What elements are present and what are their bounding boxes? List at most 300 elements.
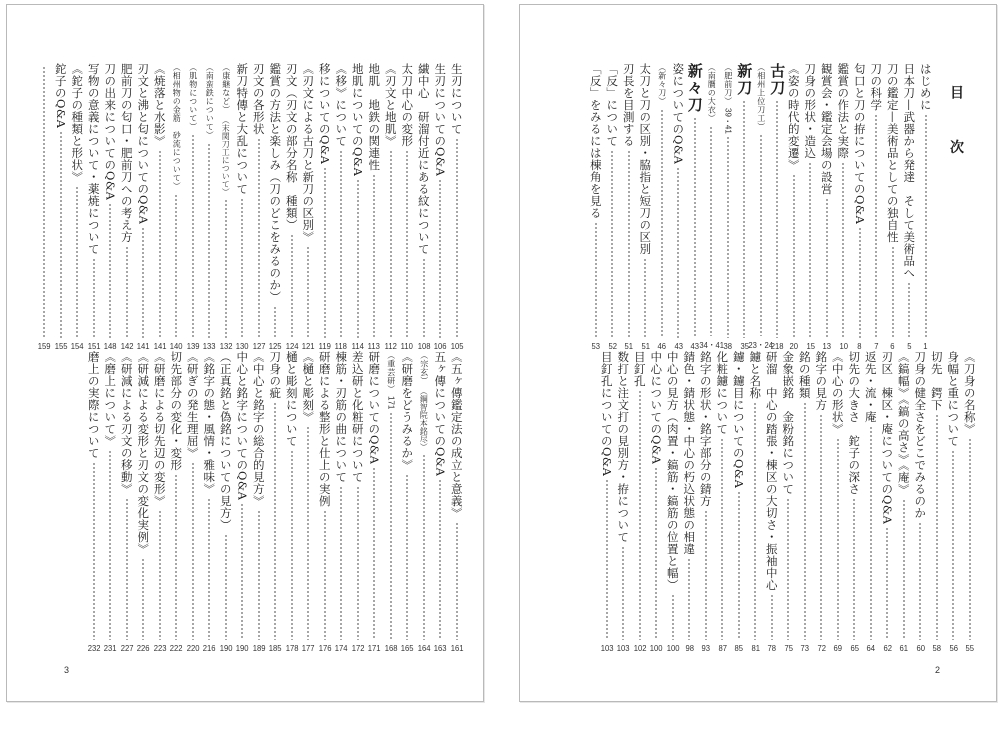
leader-dots xyxy=(886,527,888,640)
toc-entry-title: 差込研と化粧研について xyxy=(350,351,365,483)
toc-entry-page: 52 xyxy=(607,341,617,351)
toc-entry-title: 日本刀—武器から発達 そして美術品へ xyxy=(902,63,917,279)
toc-entry-page: 165 xyxy=(400,643,414,653)
toc-entry[interactable] xyxy=(819,63,836,351)
toc-entry-page: 72 xyxy=(816,643,826,653)
toc-entry[interactable] xyxy=(416,351,433,653)
toc-entry-page: 220 xyxy=(186,643,200,653)
toc-entry[interactable] xyxy=(86,63,103,351)
toc-entry-page: 159 xyxy=(37,341,51,351)
toc-entry-title: 刃文と沸と匂についてのQ&A xyxy=(136,63,151,225)
leader-dots xyxy=(192,134,194,338)
toc-entry-title: 切先 鍔下 xyxy=(929,351,944,411)
toc-entry-page: 218 xyxy=(770,341,784,351)
toc-entry[interactable] xyxy=(665,351,682,653)
leader-dots xyxy=(903,499,905,641)
toc-entry-title: 姿についてのQ&A xyxy=(671,63,686,165)
toc-entry[interactable] xyxy=(769,63,786,351)
toc-entry[interactable] xyxy=(152,351,169,653)
leader-dots xyxy=(307,426,309,640)
leader-dots xyxy=(771,594,773,640)
toc-entry[interactable] xyxy=(863,351,880,653)
toc-entry[interactable] xyxy=(698,63,724,351)
toc-entry[interactable] xyxy=(251,63,268,351)
toc-entry-title: 《磨上について》 xyxy=(103,351,118,447)
toc-entry[interactable] xyxy=(736,63,753,351)
toc-entry-title: 刀の科学 xyxy=(869,63,884,111)
leader-dots xyxy=(439,479,441,640)
toc-entry-page: 85 xyxy=(734,643,744,653)
toc-entry-title: 刀身の疵 xyxy=(268,351,283,399)
toc-entry-page: 103 xyxy=(600,643,614,653)
toc-entry-page: 127 xyxy=(252,341,266,351)
toc-entry-page: 141 xyxy=(153,341,167,351)
toc-entry[interactable] xyxy=(599,351,616,653)
toc-entry[interactable] xyxy=(797,351,814,653)
toc-entry[interactable] xyxy=(830,351,847,653)
page-number: 2 xyxy=(935,665,941,675)
leader-dots xyxy=(324,510,326,640)
toc-entry-page: 108 xyxy=(417,341,431,351)
toc-entry-title: 化粧鑢について xyxy=(715,351,730,435)
toc-entry-page: 43 xyxy=(690,341,700,351)
toc-entry-page: 132 xyxy=(219,341,233,351)
leader-dots xyxy=(969,438,971,640)
toc-entry-page: 98 xyxy=(684,643,694,653)
toc-entry-page: 226 xyxy=(136,643,150,653)
toc-entry-page: 51 xyxy=(624,341,634,351)
leader-dots xyxy=(639,390,641,640)
toc-entry[interactable] xyxy=(234,63,251,351)
leader-dots xyxy=(820,414,822,640)
toc-entry[interactable] xyxy=(333,63,350,351)
toc-entry[interactable] xyxy=(714,351,731,653)
leader-dots xyxy=(76,186,78,338)
leader-dots xyxy=(390,150,392,338)
leader-dots xyxy=(340,486,342,640)
toc-entry-page: 172 xyxy=(351,643,365,653)
toc-entry[interactable] xyxy=(432,63,449,351)
toc-entry-title: 《鉈子の種類と形状》 xyxy=(70,63,85,183)
toc-entry[interactable] xyxy=(284,63,301,351)
leader-dots xyxy=(159,510,161,640)
toc-entry[interactable] xyxy=(945,351,962,653)
toc-entry[interactable] xyxy=(218,351,235,653)
toc-entry[interactable] xyxy=(185,351,202,653)
leader-dots xyxy=(892,246,894,338)
toc-entry[interactable] xyxy=(267,63,284,351)
toc-entry-page: 5 xyxy=(907,341,912,351)
leader-dots xyxy=(456,138,458,338)
toc-entry-page: 23・24 xyxy=(748,340,774,350)
toc-entry-page: 133 xyxy=(202,341,216,351)
toc-entry-title: 金象嵌銘 金粉銘について xyxy=(781,351,796,495)
toc-entry-title: 《研減による刃文の移動》 xyxy=(119,351,134,495)
leader-dots xyxy=(787,498,789,640)
leader-dots xyxy=(875,114,877,338)
toc-entry[interactable] xyxy=(69,63,86,351)
toc-entry[interactable] xyxy=(53,63,70,351)
toc-entry-page: 140 xyxy=(169,341,183,351)
toc-entry[interactable] xyxy=(201,63,218,351)
toc-entry-title: （重芸研） xyxy=(386,351,396,394)
leader-dots xyxy=(241,503,243,640)
toc-entry-page: 87 xyxy=(717,643,727,653)
toc-entry-title: 錆色・錆状態・中心の朽込状態の相違 xyxy=(682,351,697,555)
toc-entry[interactable] xyxy=(383,351,400,653)
toc-entry[interactable] xyxy=(962,351,979,653)
toc-entry[interactable] xyxy=(449,63,466,351)
toc-entry-title: 銘字の形状・銘字部分の錆方 xyxy=(698,351,713,507)
toc-entry[interactable] xyxy=(135,63,152,351)
toc-entry-title: 肥前刀の匂口・肥前刀への考え方 xyxy=(119,63,134,243)
leader-dots xyxy=(159,150,161,338)
toc-entry-page: 10 xyxy=(838,341,848,351)
toc-entry-title: 五ヶ傳についてのQ&A xyxy=(433,351,448,477)
leader-dots xyxy=(142,227,144,338)
toc-entry[interactable] xyxy=(912,351,929,653)
toc-entry[interactable] xyxy=(654,63,671,351)
toc-entry-page: 81 xyxy=(750,643,760,653)
toc-entry[interactable] xyxy=(687,63,704,351)
leader-dots xyxy=(936,414,938,640)
leader-dots xyxy=(661,109,663,339)
toc-entry[interactable] xyxy=(604,63,621,351)
leader-dots xyxy=(738,491,740,640)
toc-entry[interactable] xyxy=(896,351,913,653)
toc-entry-title: 銘の種類 xyxy=(797,351,812,399)
leader-dots xyxy=(192,462,194,640)
toc-entry[interactable] xyxy=(119,351,136,653)
toc-entry-title: 刃文（刃文の部分名称 種類） xyxy=(284,63,299,231)
toc-entry[interactable] xyxy=(780,351,797,653)
toc-entry[interactable] xyxy=(648,351,665,653)
toc-entry-page: 100 xyxy=(666,643,680,653)
toc-entry[interactable] xyxy=(152,63,169,351)
toc-entry[interactable] xyxy=(168,63,185,351)
toc-entry-title: 棟筋・刃筋の曲について xyxy=(334,351,349,483)
toc-entry-title: 生刃についてのQ&A xyxy=(433,63,448,177)
toc-entry-title: 《研磨による切先辺の変形》 xyxy=(152,351,167,507)
toc-entry-title: 刀身の健全さをどこでみるのか xyxy=(913,351,928,519)
leader-dots xyxy=(373,174,375,338)
toc-entry-page: 64 xyxy=(866,643,876,653)
toc-entry[interactable] xyxy=(588,63,605,351)
toc-entry[interactable] xyxy=(251,351,268,653)
leader-dots xyxy=(925,114,927,338)
toc-entry-title: 切先の大きさ 鉈子の深さ xyxy=(847,351,862,495)
toc-entry[interactable] xyxy=(681,351,698,653)
leader-dots xyxy=(357,486,359,640)
toc-entry[interactable] xyxy=(748,63,774,351)
toc-entry[interactable] xyxy=(731,351,748,653)
toc-entry[interactable] xyxy=(879,351,896,653)
toc-entry-title: 切先部分の変化・変形 xyxy=(169,351,184,471)
toc-entry-page: 190 xyxy=(219,643,233,653)
toc-entry-title: 鑢と名称 xyxy=(748,351,763,399)
toc-entry[interactable] xyxy=(416,63,433,351)
toc-entry-page: 130 xyxy=(235,341,249,351)
leader-dots xyxy=(655,467,657,640)
toc-entry-page: 73 xyxy=(800,643,810,653)
leader-dots xyxy=(870,426,872,640)
toc-entry-title: 研磨による整形と仕上の実例 xyxy=(317,351,332,507)
leader-dots xyxy=(853,498,855,640)
leader-dots xyxy=(622,546,624,640)
toc-entry[interactable] xyxy=(764,351,781,653)
toc-entry-title: 《移》について xyxy=(334,63,349,147)
toc-entry[interactable] xyxy=(786,63,803,351)
toc-entry-page: 61 xyxy=(899,643,909,653)
toc-entry-page: 142 xyxy=(120,341,134,351)
toc-entry[interactable] xyxy=(284,351,301,653)
toc-entry-page: 75 xyxy=(783,643,793,653)
page-number: 3 xyxy=(64,665,70,675)
toc-entry-subref: （鋼智院本銘尽） xyxy=(419,387,429,451)
toc-entry-page: 185 xyxy=(268,643,282,653)
leader-dots xyxy=(60,131,62,338)
toc-entry[interactable] xyxy=(813,351,830,653)
toc-entry-page: 176 xyxy=(318,643,332,653)
toc-entry-page: 56 xyxy=(948,643,958,653)
toc-entry[interactable] xyxy=(698,351,715,653)
leader-dots xyxy=(776,100,778,338)
leader-dots xyxy=(126,246,128,338)
toc-entry-title: 《焼落と水影》 xyxy=(152,63,167,147)
toc-entry-title: （肥前刀） xyxy=(723,63,733,106)
leader-dots xyxy=(93,258,95,338)
toc-entry-title: 刃長を目測する xyxy=(621,63,636,147)
toc-entry[interactable] xyxy=(185,63,202,351)
leader-dots xyxy=(694,117,696,338)
leader-dots xyxy=(175,194,177,339)
toc-entry-page: 189 xyxy=(252,643,266,653)
leader-dots xyxy=(357,179,359,338)
toc-entry-page: 6 xyxy=(890,341,895,351)
leader-dots xyxy=(804,402,806,640)
toc-entry[interactable] xyxy=(449,351,466,653)
toc-entry-page: 15 xyxy=(805,341,815,351)
toc-entry[interactable] xyxy=(168,351,185,653)
toc-entry-page: 62 xyxy=(882,643,892,653)
toc-entry[interactable] xyxy=(720,63,737,351)
toc-entry-title: 身幅と重について xyxy=(946,351,961,447)
toc-entry[interactable] xyxy=(86,351,103,653)
leader-dots xyxy=(672,594,674,640)
leader-dots xyxy=(43,66,45,338)
toc-entry-title: 新刀 xyxy=(735,63,754,97)
toc-entry[interactable] xyxy=(399,351,416,653)
toc-entry-subref: 39・41 xyxy=(723,107,733,134)
toc-heading-col xyxy=(934,63,978,351)
toc-entry[interactable] xyxy=(317,63,334,351)
toc-entry-page: 110 xyxy=(401,341,414,351)
toc-entry[interactable] xyxy=(267,351,284,653)
toc-entry-title: はじめに xyxy=(918,63,933,111)
toc-entry-page: 113 xyxy=(368,341,381,351)
toc-entry[interactable] xyxy=(918,63,935,351)
toc-entry-page: 60 xyxy=(915,643,925,653)
leader-dots xyxy=(611,150,613,338)
toc-entry-page: 55 xyxy=(965,643,975,653)
leader-dots xyxy=(390,412,392,640)
leader-dots xyxy=(688,558,690,640)
toc-entry[interactable] xyxy=(350,351,367,653)
toc-entry[interactable] xyxy=(901,63,918,351)
leader-dots xyxy=(340,150,342,338)
toc-entry-page: 69 xyxy=(833,643,843,653)
leader-dots xyxy=(423,258,425,338)
toc-entry-title: 太刀中心の変形 xyxy=(400,63,415,147)
toc-entry[interactable] xyxy=(637,63,654,351)
toc-entry-page: 35 xyxy=(739,341,749,351)
leader-dots xyxy=(241,198,243,338)
toc-entry-page: 178 xyxy=(285,643,299,653)
toc-entry[interactable] xyxy=(747,351,764,653)
toc-entry-page: 38 xyxy=(723,341,733,351)
toc-entry[interactable] xyxy=(632,351,649,653)
toc-entry-title: 樋と彫刻について xyxy=(284,351,299,447)
toc-entry-title: 繊中心 研溜付近にある紋について xyxy=(416,63,431,255)
toc-entry-page: 223 xyxy=(153,643,167,653)
toc-entry-title: 《五ヶ傳鑑定法の成立と意義》 xyxy=(449,351,464,519)
toc-entry[interactable] xyxy=(234,351,251,653)
toc-entry-page: 174 xyxy=(334,643,348,653)
toc-entry[interactable] xyxy=(621,63,638,351)
toc-entry-page: 232 xyxy=(87,643,101,653)
toc-entry-title: 刀身の形状・造込 xyxy=(803,63,818,159)
toc-entry-title: 《刀身の名称》 xyxy=(962,351,977,435)
toc-entry[interactable] xyxy=(36,63,53,351)
toc-entry-page: 125 xyxy=(268,341,282,351)
toc-entry-page: 114 xyxy=(351,341,364,351)
toc-entry[interactable] xyxy=(383,63,400,351)
leader-dots xyxy=(595,222,597,338)
leader-dots xyxy=(439,179,441,338)
toc-entry-page: 161 xyxy=(450,643,464,653)
toc-entry-page: 7 xyxy=(874,341,879,351)
toc-entry[interactable] xyxy=(119,63,136,351)
toc-entry-page: 124 xyxy=(285,341,299,351)
leader-dots xyxy=(677,167,679,338)
toc-entry[interactable] xyxy=(802,63,819,351)
toc-entry[interactable] xyxy=(432,351,449,653)
toc-entry-title: （康継など） xyxy=(221,63,231,114)
toc-entry-page: 231 xyxy=(103,643,117,653)
toc-entry[interactable] xyxy=(868,63,885,351)
toc-entry-page: 163 xyxy=(433,643,447,653)
toc-entry-page: 58 xyxy=(932,643,942,653)
leader-dots xyxy=(208,498,210,640)
toc-entry[interactable] xyxy=(317,351,334,653)
toc-entry-title: 《樋と彫刻》 xyxy=(301,351,316,423)
toc-entry-page: 93 xyxy=(701,643,711,653)
toc-entry-page: 53 xyxy=(591,341,601,351)
toc-entry[interactable] xyxy=(670,63,687,351)
toc-entry-title: 鑢・鑢目についてのQ&A xyxy=(731,351,746,489)
toc-entry[interactable] xyxy=(102,351,119,653)
toc-entry-title: 《鎬幅》《鎬の高さ》《庵》 xyxy=(896,351,911,496)
toc-top-band-right xyxy=(562,63,978,351)
leader-dots xyxy=(258,510,260,640)
toc-entry[interactable] xyxy=(852,63,869,351)
toc-entry[interactable] xyxy=(201,351,218,653)
toc-entry-page: 106 xyxy=(433,341,447,351)
toc-bottom-band-right xyxy=(562,351,978,653)
toc-entry-title: 新々刀 xyxy=(685,63,704,114)
leader-dots xyxy=(373,467,375,640)
toc-entry-subref: 171 xyxy=(386,395,396,409)
toc-entry-title: 移についてのQ&A xyxy=(317,63,332,165)
toc-entry[interactable] xyxy=(350,63,367,351)
toc-entry[interactable] xyxy=(929,351,946,653)
page-left xyxy=(6,4,484,702)
toc-entry-page: 103 xyxy=(616,643,630,653)
toc-entry-title: 目釘孔についてのQ&A xyxy=(599,351,614,477)
leader-dots xyxy=(826,198,828,338)
toc-entry-page: 51 xyxy=(640,341,650,351)
toc-entry[interactable] xyxy=(135,351,152,653)
toc-entry[interactable] xyxy=(300,63,317,351)
toc-entry-title: 生刃について xyxy=(449,63,464,135)
toc-entry-page: 102 xyxy=(633,643,647,653)
toc-entry-page: 65 xyxy=(849,643,859,653)
leader-dots xyxy=(142,558,144,640)
leader-dots xyxy=(225,534,227,640)
toc-entry-page: 119 xyxy=(318,341,331,351)
toc-entry-title: （正真銘と偽銘についての見方） xyxy=(218,351,233,531)
toc-entry-title: 中心と銘字についてのQ&A xyxy=(235,351,250,501)
toc-entry-page: 78 xyxy=(767,643,777,653)
toc-entry-page: 20 xyxy=(789,341,799,351)
toc-entry-title: 刀の鑑定—美術品としての独自性 xyxy=(885,63,900,243)
toc-entry-page: 1 xyxy=(923,341,928,351)
leader-dots xyxy=(456,522,458,640)
toc-entry-page: 151 xyxy=(87,341,101,351)
toc-entry-title: （相州物の金筋 砂流について） xyxy=(172,63,182,191)
toc-entry[interactable] xyxy=(366,351,383,653)
toc-entry-title: 《姿の時代的変遷》 xyxy=(786,63,801,171)
toc-entry-page: 118 xyxy=(335,341,348,351)
toc-entry[interactable] xyxy=(102,63,119,351)
toc-entry[interactable] xyxy=(399,63,416,351)
toc-entry[interactable] xyxy=(835,63,852,351)
toc-entry-page: 121 xyxy=(301,341,315,351)
toc-entry-page: 171 xyxy=(367,643,381,653)
toc-entry-title: 「反」をみるには棟角を見る xyxy=(588,63,603,219)
toc-entry[interactable] xyxy=(218,63,235,351)
toc-entry[interactable] xyxy=(615,351,632,653)
toc-entry-title: 地肌についてのQ&A xyxy=(350,63,365,177)
toc-entry-title: 鑑賞の方法と楽しみ（刀のどこをみるのか） xyxy=(268,63,283,303)
toc-entry-page: 112 xyxy=(384,341,397,351)
toc-entry[interactable] xyxy=(885,63,902,351)
leader-dots xyxy=(274,402,276,640)
toc-entry[interactable] xyxy=(366,63,383,351)
leader-dots xyxy=(324,167,326,338)
toc-entry[interactable] xyxy=(300,351,317,653)
toc-entry-title: 「反」について xyxy=(605,63,620,147)
toc-entry-title: （肌物について） xyxy=(188,63,198,131)
toc-entry-page: 105 xyxy=(450,341,464,351)
leader-dots xyxy=(628,150,630,338)
toc-entry[interactable] xyxy=(846,351,863,653)
toc-entry-title: 古刀 xyxy=(768,63,787,97)
toc-entry[interactable] xyxy=(333,351,350,653)
toc-entry-page: 154 xyxy=(70,341,84,351)
leader-dots xyxy=(952,450,954,640)
toc-entry-subref: （末関刀工について） xyxy=(221,116,231,196)
